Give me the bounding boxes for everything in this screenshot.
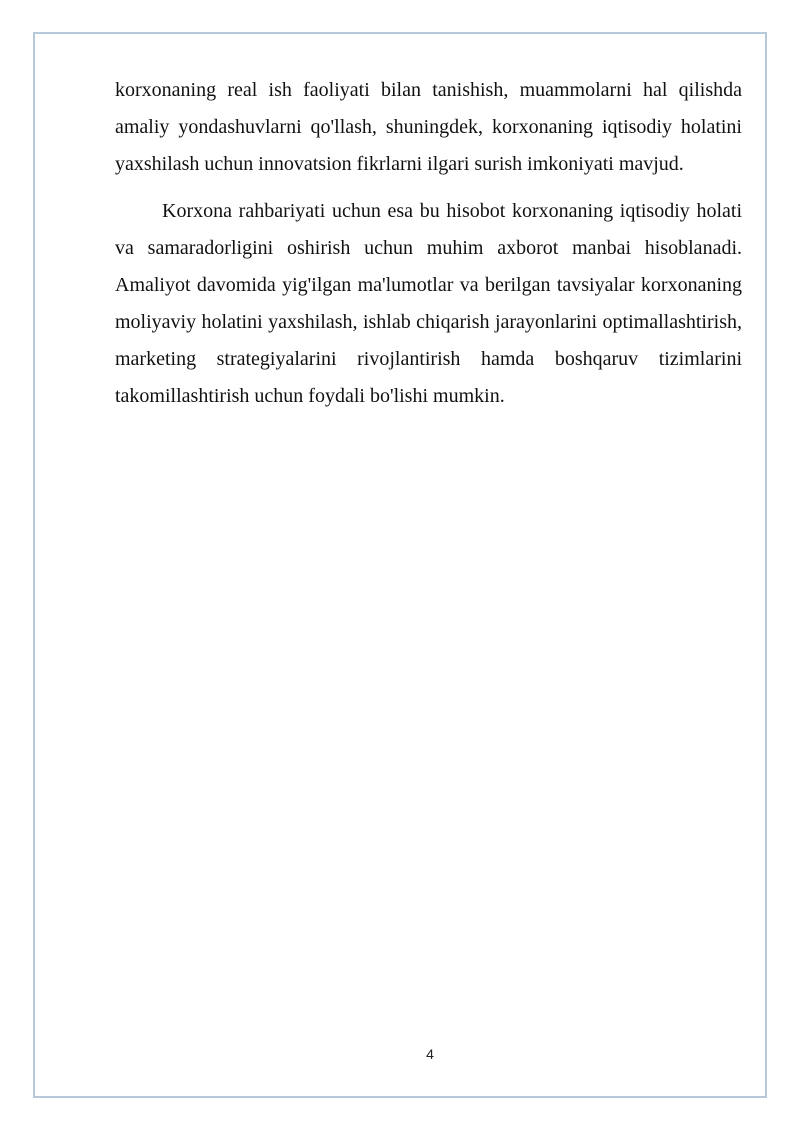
document-body <box>115 72 742 425</box>
paragraph-management-report: Korxona rahbariyati uchun esa bu hisobot korxonaning iqtisodiy holati va samaradorligini oshirish uchun muhim axborot manbai hisoblanadi. Amaliyot davomida yig'ilgan ma'lumotlar va berilgan tavsiyalar korxonaning moliyaviy holatini yaxshilash, ishlab chiqarish jarayonlarini optimallashtirish, marketing strategiyalarini rivojlantirish hamda boshqaruv tizimlarini takomillashtirish uchun foydali bo'lishi mumkin. <box>115 200 742 407</box>
page-number: 4 <box>426 1046 434 1062</box>
paragraph-continuation: korxonaning real ish faoliyati bilan tanishish, muammolarni hal qilishda amaliy yondashuvlarni qo'llash, shuningdek, korxonaning iqtisodiy holatini yaxshilash uchun innovatsion fikrlarni ilgari surish imkoniyati mavjud. <box>115 79 742 175</box>
